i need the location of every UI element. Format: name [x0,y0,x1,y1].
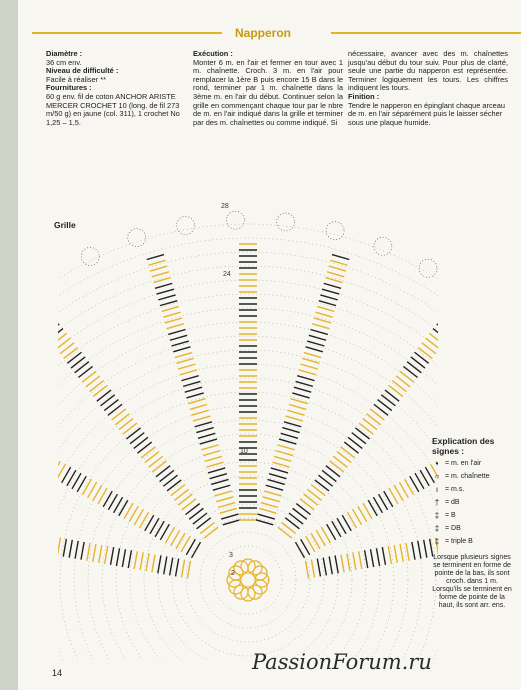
round-number-10: 10 [240,448,248,455]
single-crochet-icon: ı [435,485,439,494]
diameter-value: 36 cm env. [46,57,82,67]
legend-item [432,512,512,520]
execution-text: Monter 6 m. en l'air et fermer en tour avec 1 m. chaînette. Croch. 3 m. en l'air pour remplacer la 1ère B puis encore 15 B dans le rond, terminer par 1 m. chaînette dans la 3ème m. en l'air du début. Continuer selon la grille en commençant chaque tour par le nbre de m. en l'air indiqué dans la grille et terminer par des m. chaînettes ou comme indiqué. Si [193,57,343,127]
legend-item-text: = m. chaînette [445,473,490,480]
page-title: Napperon [234,26,291,40]
execution-label: Exécution : [193,49,233,58]
difficulty-label: Niveau de difficulté : [46,66,119,76]
double-crochet-icon: ‡ [434,511,440,520]
legend-item-text: = dB [445,499,460,506]
legend-item [432,473,512,481]
symbols-legend [432,437,512,610]
legend-title: Explication des signes : [432,436,495,456]
watermark-logo: PassionForum.ru [252,650,432,674]
half-double-icon: † [434,498,440,507]
round-number-3: 3 [229,552,233,559]
round-number-28: 28 [221,203,229,210]
materials-column [46,50,186,127]
execution-column [193,50,343,127]
treble-crochet-icon: ‡ [434,524,440,533]
legend-item [432,538,512,546]
round-number-2: 2 [231,570,235,577]
execution-continued-text: nécessaire, avancer avec des m. chaînettes jusqu'au début du tour suiv. Pour plus de clarté, seule une partie du napperon est représentée. Terminer logiquement les tours. Les chiffres indiquent les tours. [348,49,508,93]
triple-treble-icon: ‡ [434,537,440,546]
legend-item-text: = triple B [445,538,473,545]
diameter-label: Diamètre : [46,49,83,58]
crochet-chart-diagram [58,205,438,660]
legend-item-text: = m.s. [445,486,465,493]
round-number-24: 24 [223,271,231,278]
supplies-label: Fournitures : [46,83,92,93]
finishing-column [348,50,508,127]
legend-item [432,460,512,468]
legend-item [432,486,512,494]
chain-stitch-icon: • [435,459,439,468]
supplies-text: 60 g env. fil de coton ANCHOR ARISTE MERCER CROCHET 10 (long. de fil 273 m/50 g) en jaune (col. 311), 1 crochet No 1,25 – 1,5. [46,91,180,127]
legend-item-text: = DB [445,525,461,532]
legend-item-text: = m. en l'air [445,460,482,467]
legend-item [432,525,512,533]
magazine-page [18,0,521,690]
legend-note: Lorsque plusieurs signes se terminent en forme de pointe de la bas, ils sont croch. dans 1 m. Lorsqu'ils se terminent en forme de pointe de la haut, ils sont arr. ens. [432,554,512,609]
legend-item [432,499,512,507]
legend-item-text: = B [445,512,456,519]
page-number: 14 [52,668,63,678]
difficulty-value: Facile à réaliser ** [46,74,106,84]
finishing-text: Tendre le napperon en épinglant chaque arceau de m. en l'air séparément puis le laisser sécher sous une plaque humide. [348,100,505,127]
chart-label: Grille [54,220,76,230]
slip-stitch-icon: ○ [434,472,440,481]
finishing-label: Finition : [348,91,380,101]
